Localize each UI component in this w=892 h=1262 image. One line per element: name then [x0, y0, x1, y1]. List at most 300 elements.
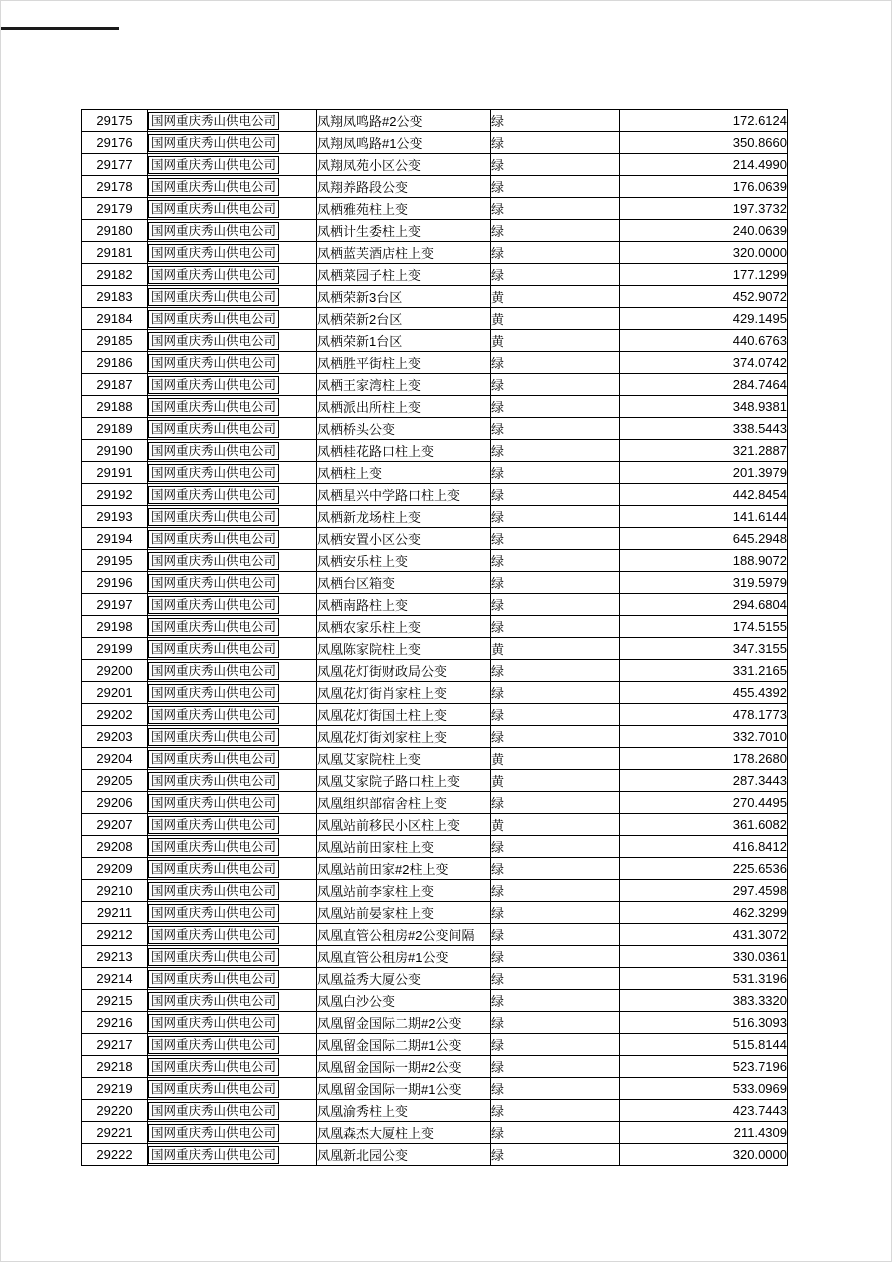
table-row	[82, 814, 788, 836]
cell-status: 绿	[491, 198, 620, 220]
cell-value: 321.2887	[620, 440, 788, 462]
cell-value: 383.3320	[620, 990, 788, 1012]
cell-status: 绿	[491, 418, 620, 440]
cell-value: 297.4598	[620, 880, 788, 902]
cell-status: 绿	[491, 836, 620, 858]
cell-value: 214.4990	[620, 154, 788, 176]
cell-company	[148, 616, 317, 638]
cell-id: 29210	[82, 880, 148, 902]
company-boxed-label: 国网重庆秀山供电公司	[148, 354, 279, 372]
cell-name: 凤凰站前李家柱上变	[317, 880, 491, 902]
cell-value: 284.7464	[620, 374, 788, 396]
cell-id: 29204	[82, 748, 148, 770]
cell-id: 29193	[82, 506, 148, 528]
cell-value: 431.3072	[620, 924, 788, 946]
cell-value: 188.9072	[620, 550, 788, 572]
cell-name: 凤翔凤鸣路#1公变	[317, 132, 491, 154]
company-boxed-label: 国网重庆秀山供电公司	[148, 640, 279, 658]
cell-status: 黄	[491, 308, 620, 330]
cell-status: 绿	[491, 176, 620, 198]
cell-id: 29202	[82, 704, 148, 726]
company-boxed-label: 国网重庆秀山供电公司	[148, 1124, 279, 1142]
cell-name: 凤凰直管公租房#1公变	[317, 946, 491, 968]
cell-value: 533.0969	[620, 1078, 788, 1100]
company-boxed-label: 国网重庆秀山供电公司	[148, 266, 279, 284]
cell-name: 凤凰站前晏家柱上变	[317, 902, 491, 924]
cell-id: 29206	[82, 792, 148, 814]
table-row	[82, 110, 788, 132]
company-boxed-label: 国网重庆秀山供电公司	[148, 574, 279, 592]
table-row	[82, 198, 788, 220]
cell-status: 绿	[491, 220, 620, 242]
cell-id: 29184	[82, 308, 148, 330]
cell-name: 凤栖农家乐柱上变	[317, 616, 491, 638]
company-boxed-label: 国网重庆秀山供电公司	[148, 662, 279, 680]
cell-status: 绿	[491, 264, 620, 286]
cell-company	[148, 132, 317, 154]
cell-id: 29213	[82, 946, 148, 968]
cell-status: 绿	[491, 528, 620, 550]
company-boxed-label: 国网重庆秀山供电公司	[148, 178, 279, 196]
table-row	[82, 968, 788, 990]
cell-name: 凤栖柱上变	[317, 462, 491, 484]
table-row	[82, 506, 788, 528]
cell-company	[148, 154, 317, 176]
cell-name: 凤凰留金国际二期#1公变	[317, 1034, 491, 1056]
cell-name: 凤栖菜园子柱上变	[317, 264, 491, 286]
cell-name: 凤栖桥头公变	[317, 418, 491, 440]
company-boxed-label: 国网重庆秀山供电公司	[148, 596, 279, 614]
cell-status: 绿	[491, 946, 620, 968]
cell-company	[148, 198, 317, 220]
cell-company	[148, 418, 317, 440]
company-boxed-label: 国网重庆秀山供电公司	[148, 772, 279, 790]
cell-value: 141.6144	[620, 506, 788, 528]
cell-status: 绿	[491, 726, 620, 748]
table-row	[82, 1012, 788, 1034]
cell-status: 绿	[491, 1012, 620, 1034]
cell-value: 201.3979	[620, 462, 788, 484]
cell-value: 178.2680	[620, 748, 788, 770]
cell-company	[148, 352, 317, 374]
cell-id: 29214	[82, 968, 148, 990]
cell-company	[148, 968, 317, 990]
cell-company	[148, 1100, 317, 1122]
cell-status: 绿	[491, 660, 620, 682]
table-row	[82, 176, 788, 198]
cell-name: 凤凰花灯街肖家柱上变	[317, 682, 491, 704]
table-row	[82, 528, 788, 550]
cell-status: 绿	[491, 506, 620, 528]
cell-company	[148, 242, 317, 264]
cell-company	[148, 814, 317, 836]
cell-company	[148, 330, 317, 352]
cell-id: 29187	[82, 374, 148, 396]
table-row	[82, 748, 788, 770]
cell-id: 29218	[82, 1056, 148, 1078]
cell-name: 凤栖派出所柱上变	[317, 396, 491, 418]
cell-id: 29197	[82, 594, 148, 616]
cell-company	[148, 462, 317, 484]
cell-name: 凤栖荣新2台区	[317, 308, 491, 330]
cell-company	[148, 682, 317, 704]
company-boxed-label: 国网重庆秀山供电公司	[148, 926, 279, 944]
cell-status: 绿	[491, 396, 620, 418]
cell-company	[148, 924, 317, 946]
cell-value: 361.6082	[620, 814, 788, 836]
table-row	[82, 1056, 788, 1078]
cell-id: 29179	[82, 198, 148, 220]
cell-status: 绿	[491, 374, 620, 396]
cell-status: 绿	[491, 792, 620, 814]
table-row	[82, 902, 788, 924]
table-row	[82, 440, 788, 462]
cell-company	[148, 440, 317, 462]
company-boxed-label: 国网重庆秀山供电公司	[148, 1036, 279, 1054]
table-row	[82, 924, 788, 946]
cell-company	[148, 1144, 317, 1166]
cell-value: 211.4309	[620, 1122, 788, 1144]
cell-status: 绿	[491, 352, 620, 374]
table-row	[82, 572, 788, 594]
cell-value: 287.3443	[620, 770, 788, 792]
cell-status: 绿	[491, 924, 620, 946]
cell-id: 29220	[82, 1100, 148, 1122]
cell-company	[148, 1122, 317, 1144]
cell-value: 320.0000	[620, 1144, 788, 1166]
table-row	[82, 616, 788, 638]
company-boxed-label: 国网重庆秀山供电公司	[148, 948, 279, 966]
cell-company	[148, 396, 317, 418]
company-boxed-label: 国网重庆秀山供电公司	[148, 310, 279, 328]
cell-name: 凤凰森杰大厦柱上变	[317, 1122, 491, 1144]
cell-value: 440.6763	[620, 330, 788, 352]
cell-name: 凤栖安乐柱上变	[317, 550, 491, 572]
cell-id: 29219	[82, 1078, 148, 1100]
cell-status: 绿	[491, 132, 620, 154]
table-row	[82, 770, 788, 792]
table-row	[82, 836, 788, 858]
cell-name: 凤凰站前田家柱上变	[317, 836, 491, 858]
cell-id: 29190	[82, 440, 148, 462]
cell-id: 29207	[82, 814, 148, 836]
company-boxed-label: 国网重庆秀山供电公司	[148, 860, 279, 878]
cell-status: 绿	[491, 704, 620, 726]
cell-id: 29177	[82, 154, 148, 176]
cell-company	[148, 726, 317, 748]
cell-company	[148, 660, 317, 682]
top-left-line	[1, 27, 119, 30]
cell-status: 黄	[491, 330, 620, 352]
cell-value: 442.8454	[620, 484, 788, 506]
company-boxed-label: 国网重庆秀山供电公司	[148, 706, 279, 724]
table-row	[82, 660, 788, 682]
cell-id: 29203	[82, 726, 148, 748]
table-row	[82, 462, 788, 484]
cell-status: 绿	[491, 902, 620, 924]
table-row	[82, 1144, 788, 1166]
cell-name: 凤翔养路段公变	[317, 176, 491, 198]
cell-id: 29183	[82, 286, 148, 308]
cell-id: 29185	[82, 330, 148, 352]
table-row	[82, 352, 788, 374]
cell-value: 225.6536	[620, 858, 788, 880]
cell-status: 绿	[491, 1100, 620, 1122]
table-row	[82, 154, 788, 176]
table-body	[82, 110, 788, 1166]
cell-status: 绿	[491, 858, 620, 880]
table-row	[82, 242, 788, 264]
cell-value: 462.3299	[620, 902, 788, 924]
cell-id: 29189	[82, 418, 148, 440]
company-boxed-label: 国网重庆秀山供电公司	[148, 398, 279, 416]
cell-id: 29188	[82, 396, 148, 418]
cell-id: 29222	[82, 1144, 148, 1166]
cell-status: 黄	[491, 748, 620, 770]
cell-name: 凤凰陈家院柱上变	[317, 638, 491, 660]
cell-name: 凤栖台区箱变	[317, 572, 491, 594]
cell-name: 凤凰渝秀柱上变	[317, 1100, 491, 1122]
cell-id: 29196	[82, 572, 148, 594]
cell-id: 29195	[82, 550, 148, 572]
cell-status: 绿	[491, 1056, 620, 1078]
company-boxed-label: 国网重庆秀山供电公司	[148, 882, 279, 900]
company-boxed-label: 国网重庆秀山供电公司	[148, 332, 279, 350]
cell-name: 凤栖星兴中学路口柱上变	[317, 484, 491, 506]
cell-name: 凤栖蓝芙酒店柱上变	[317, 242, 491, 264]
cell-value: 197.3732	[620, 198, 788, 220]
table-row	[82, 396, 788, 418]
company-boxed-label: 国网重庆秀山供电公司	[148, 1102, 279, 1120]
cell-company	[148, 836, 317, 858]
cell-value: 172.6124	[620, 110, 788, 132]
cell-status: 黄	[491, 814, 620, 836]
cell-company	[148, 902, 317, 924]
table-row	[82, 704, 788, 726]
cell-id: 29178	[82, 176, 148, 198]
cell-name: 凤翔凤鸣路#2公变	[317, 110, 491, 132]
company-boxed-label: 国网重庆秀山供电公司	[148, 904, 279, 922]
cell-name: 凤栖胜平街柱上变	[317, 352, 491, 374]
cell-company	[148, 550, 317, 572]
cell-status: 绿	[491, 1122, 620, 1144]
cell-status: 绿	[491, 682, 620, 704]
cell-name: 凤凰留金国际二期#2公变	[317, 1012, 491, 1034]
cell-company	[148, 858, 317, 880]
company-boxed-label: 国网重庆秀山供电公司	[148, 486, 279, 504]
company-boxed-label: 国网重庆秀山供电公司	[148, 376, 279, 394]
cell-company	[148, 176, 317, 198]
cell-company	[148, 792, 317, 814]
cell-value: 350.8660	[620, 132, 788, 154]
cell-status: 绿	[491, 1144, 620, 1166]
cell-name: 凤凰直管公租房#2公变间隔	[317, 924, 491, 946]
cell-id: 29215	[82, 990, 148, 1012]
company-boxed-label: 国网重庆秀山供电公司	[148, 750, 279, 768]
cell-status: 绿	[491, 594, 620, 616]
cell-id: 29199	[82, 638, 148, 660]
cell-company	[148, 528, 317, 550]
table-row	[82, 220, 788, 242]
cell-status: 绿	[491, 968, 620, 990]
cell-id: 29201	[82, 682, 148, 704]
cell-value: 531.3196	[620, 968, 788, 990]
cell-value: 478.1773	[620, 704, 788, 726]
cell-value: 523.7196	[620, 1056, 788, 1078]
company-boxed-label: 国网重庆秀山供电公司	[148, 1080, 279, 1098]
cell-status: 绿	[491, 154, 620, 176]
cell-status: 绿	[491, 1078, 620, 1100]
cell-value: 331.2165	[620, 660, 788, 682]
table-row	[82, 132, 788, 154]
cell-value: 452.9072	[620, 286, 788, 308]
company-boxed-label: 国网重庆秀山供电公司	[148, 728, 279, 746]
cell-id: 29192	[82, 484, 148, 506]
cell-name: 凤凰艾家院柱上变	[317, 748, 491, 770]
cell-company	[148, 638, 317, 660]
cell-value: 515.8144	[620, 1034, 788, 1056]
cell-company	[148, 594, 317, 616]
cell-status: 绿	[491, 880, 620, 902]
cell-status: 绿	[491, 616, 620, 638]
company-boxed-label: 国网重庆秀山供电公司	[148, 288, 279, 306]
cell-name: 凤凰艾家院子路口柱上变	[317, 770, 491, 792]
table-row	[82, 264, 788, 286]
cell-status: 绿	[491, 440, 620, 462]
cell-name: 凤凰组织部宿舍柱上变	[317, 792, 491, 814]
cell-company	[148, 110, 317, 132]
cell-value: 174.5155	[620, 616, 788, 638]
company-boxed-label: 国网重庆秀山供电公司	[148, 838, 279, 856]
cell-status: 绿	[491, 990, 620, 1012]
cell-value: 645.2948	[620, 528, 788, 550]
company-boxed-label: 国网重庆秀山供电公司	[148, 552, 279, 570]
company-boxed-label: 国网重庆秀山供电公司	[148, 992, 279, 1010]
table-row	[82, 858, 788, 880]
cell-name: 凤栖新龙场柱上变	[317, 506, 491, 528]
cell-value: 320.0000	[620, 242, 788, 264]
cell-name: 凤翔凤苑小区公变	[317, 154, 491, 176]
cell-name: 凤凰益秀大厦公变	[317, 968, 491, 990]
cell-status: 黄	[491, 770, 620, 792]
cell-company	[148, 1078, 317, 1100]
cell-id: 29217	[82, 1034, 148, 1056]
cell-name: 凤栖安置小区公变	[317, 528, 491, 550]
cell-status: 黄	[491, 638, 620, 660]
cell-name: 凤凰花灯街刘家柱上变	[317, 726, 491, 748]
company-boxed-label: 国网重庆秀山供电公司	[148, 1058, 279, 1076]
cell-name: 凤栖荣新3台区	[317, 286, 491, 308]
table-row	[82, 1078, 788, 1100]
cell-name: 凤栖王家湾柱上变	[317, 374, 491, 396]
cell-name: 凤凰站前移民小区柱上变	[317, 814, 491, 836]
cell-name: 凤凰花灯街财政局公变	[317, 660, 491, 682]
cell-value: 294.6804	[620, 594, 788, 616]
cell-status: 绿	[491, 572, 620, 594]
cell-name: 凤凰留金国际一期#2公变	[317, 1056, 491, 1078]
cell-company	[148, 308, 317, 330]
cell-id: 29212	[82, 924, 148, 946]
company-boxed-label: 国网重庆秀山供电公司	[148, 200, 279, 218]
cell-name: 凤凰白沙公变	[317, 990, 491, 1012]
company-boxed-label: 国网重庆秀山供电公司	[148, 618, 279, 636]
table-row	[82, 594, 788, 616]
company-boxed-label: 国网重庆秀山供电公司	[148, 530, 279, 548]
company-boxed-label: 国网重庆秀山供电公司	[148, 508, 279, 526]
table-container	[81, 109, 787, 1166]
company-boxed-label: 国网重庆秀山供电公司	[148, 112, 279, 130]
cell-value: 347.3155	[620, 638, 788, 660]
cell-name: 凤凰新北园公变	[317, 1144, 491, 1166]
cell-company	[148, 748, 317, 770]
cell-id: 29205	[82, 770, 148, 792]
table-row	[82, 308, 788, 330]
company-boxed-label: 国网重庆秀山供电公司	[148, 156, 279, 174]
cell-value: 338.5443	[620, 418, 788, 440]
cell-company	[148, 1012, 317, 1034]
cell-company	[148, 880, 317, 902]
cell-name: 凤凰站前田家#2柱上变	[317, 858, 491, 880]
table-row	[82, 726, 788, 748]
cell-id: 29221	[82, 1122, 148, 1144]
cell-value: 332.7010	[620, 726, 788, 748]
cell-status: 绿	[491, 550, 620, 572]
company-boxed-label: 国网重庆秀山供电公司	[148, 244, 279, 262]
table-row	[82, 1034, 788, 1056]
table-row	[82, 1100, 788, 1122]
cell-status: 绿	[491, 462, 620, 484]
cell-id: 29194	[82, 528, 148, 550]
cell-id: 29211	[82, 902, 148, 924]
table-row	[82, 484, 788, 506]
cell-company	[148, 946, 317, 968]
cell-company	[148, 704, 317, 726]
table-row	[82, 792, 788, 814]
data-table	[81, 109, 788, 1166]
company-boxed-label: 国网重庆秀山供电公司	[148, 464, 279, 482]
cell-company	[148, 572, 317, 594]
cell-id: 29216	[82, 1012, 148, 1034]
company-boxed-label: 国网重庆秀山供电公司	[148, 1014, 279, 1032]
table-row	[82, 990, 788, 1012]
cell-name: 凤栖雅苑柱上变	[317, 198, 491, 220]
cell-id: 29175	[82, 110, 148, 132]
cell-value: 423.7443	[620, 1100, 788, 1122]
company-boxed-label: 国网重庆秀山供电公司	[148, 222, 279, 240]
cell-company	[148, 990, 317, 1012]
table-row	[82, 286, 788, 308]
cell-id: 29182	[82, 264, 148, 286]
company-boxed-label: 国网重庆秀山供电公司	[148, 684, 279, 702]
cell-name: 凤凰花灯街国土柱上变	[317, 704, 491, 726]
table-row	[82, 418, 788, 440]
company-boxed-label: 国网重庆秀山供电公司	[148, 816, 279, 834]
company-boxed-label: 国网重庆秀山供电公司	[148, 970, 279, 988]
company-boxed-label: 国网重庆秀山供电公司	[148, 794, 279, 812]
cell-id: 29186	[82, 352, 148, 374]
cell-status: 黄	[491, 286, 620, 308]
cell-id: 29209	[82, 858, 148, 880]
cell-status: 绿	[491, 242, 620, 264]
table-row	[82, 550, 788, 572]
cell-value: 330.0361	[620, 946, 788, 968]
cell-value: 374.0742	[620, 352, 788, 374]
cell-company	[148, 286, 317, 308]
company-boxed-label: 国网重庆秀山供电公司	[148, 420, 279, 438]
company-boxed-label: 国网重庆秀山供电公司	[148, 1146, 279, 1164]
cell-value: 429.1495	[620, 308, 788, 330]
table-row	[82, 1122, 788, 1144]
